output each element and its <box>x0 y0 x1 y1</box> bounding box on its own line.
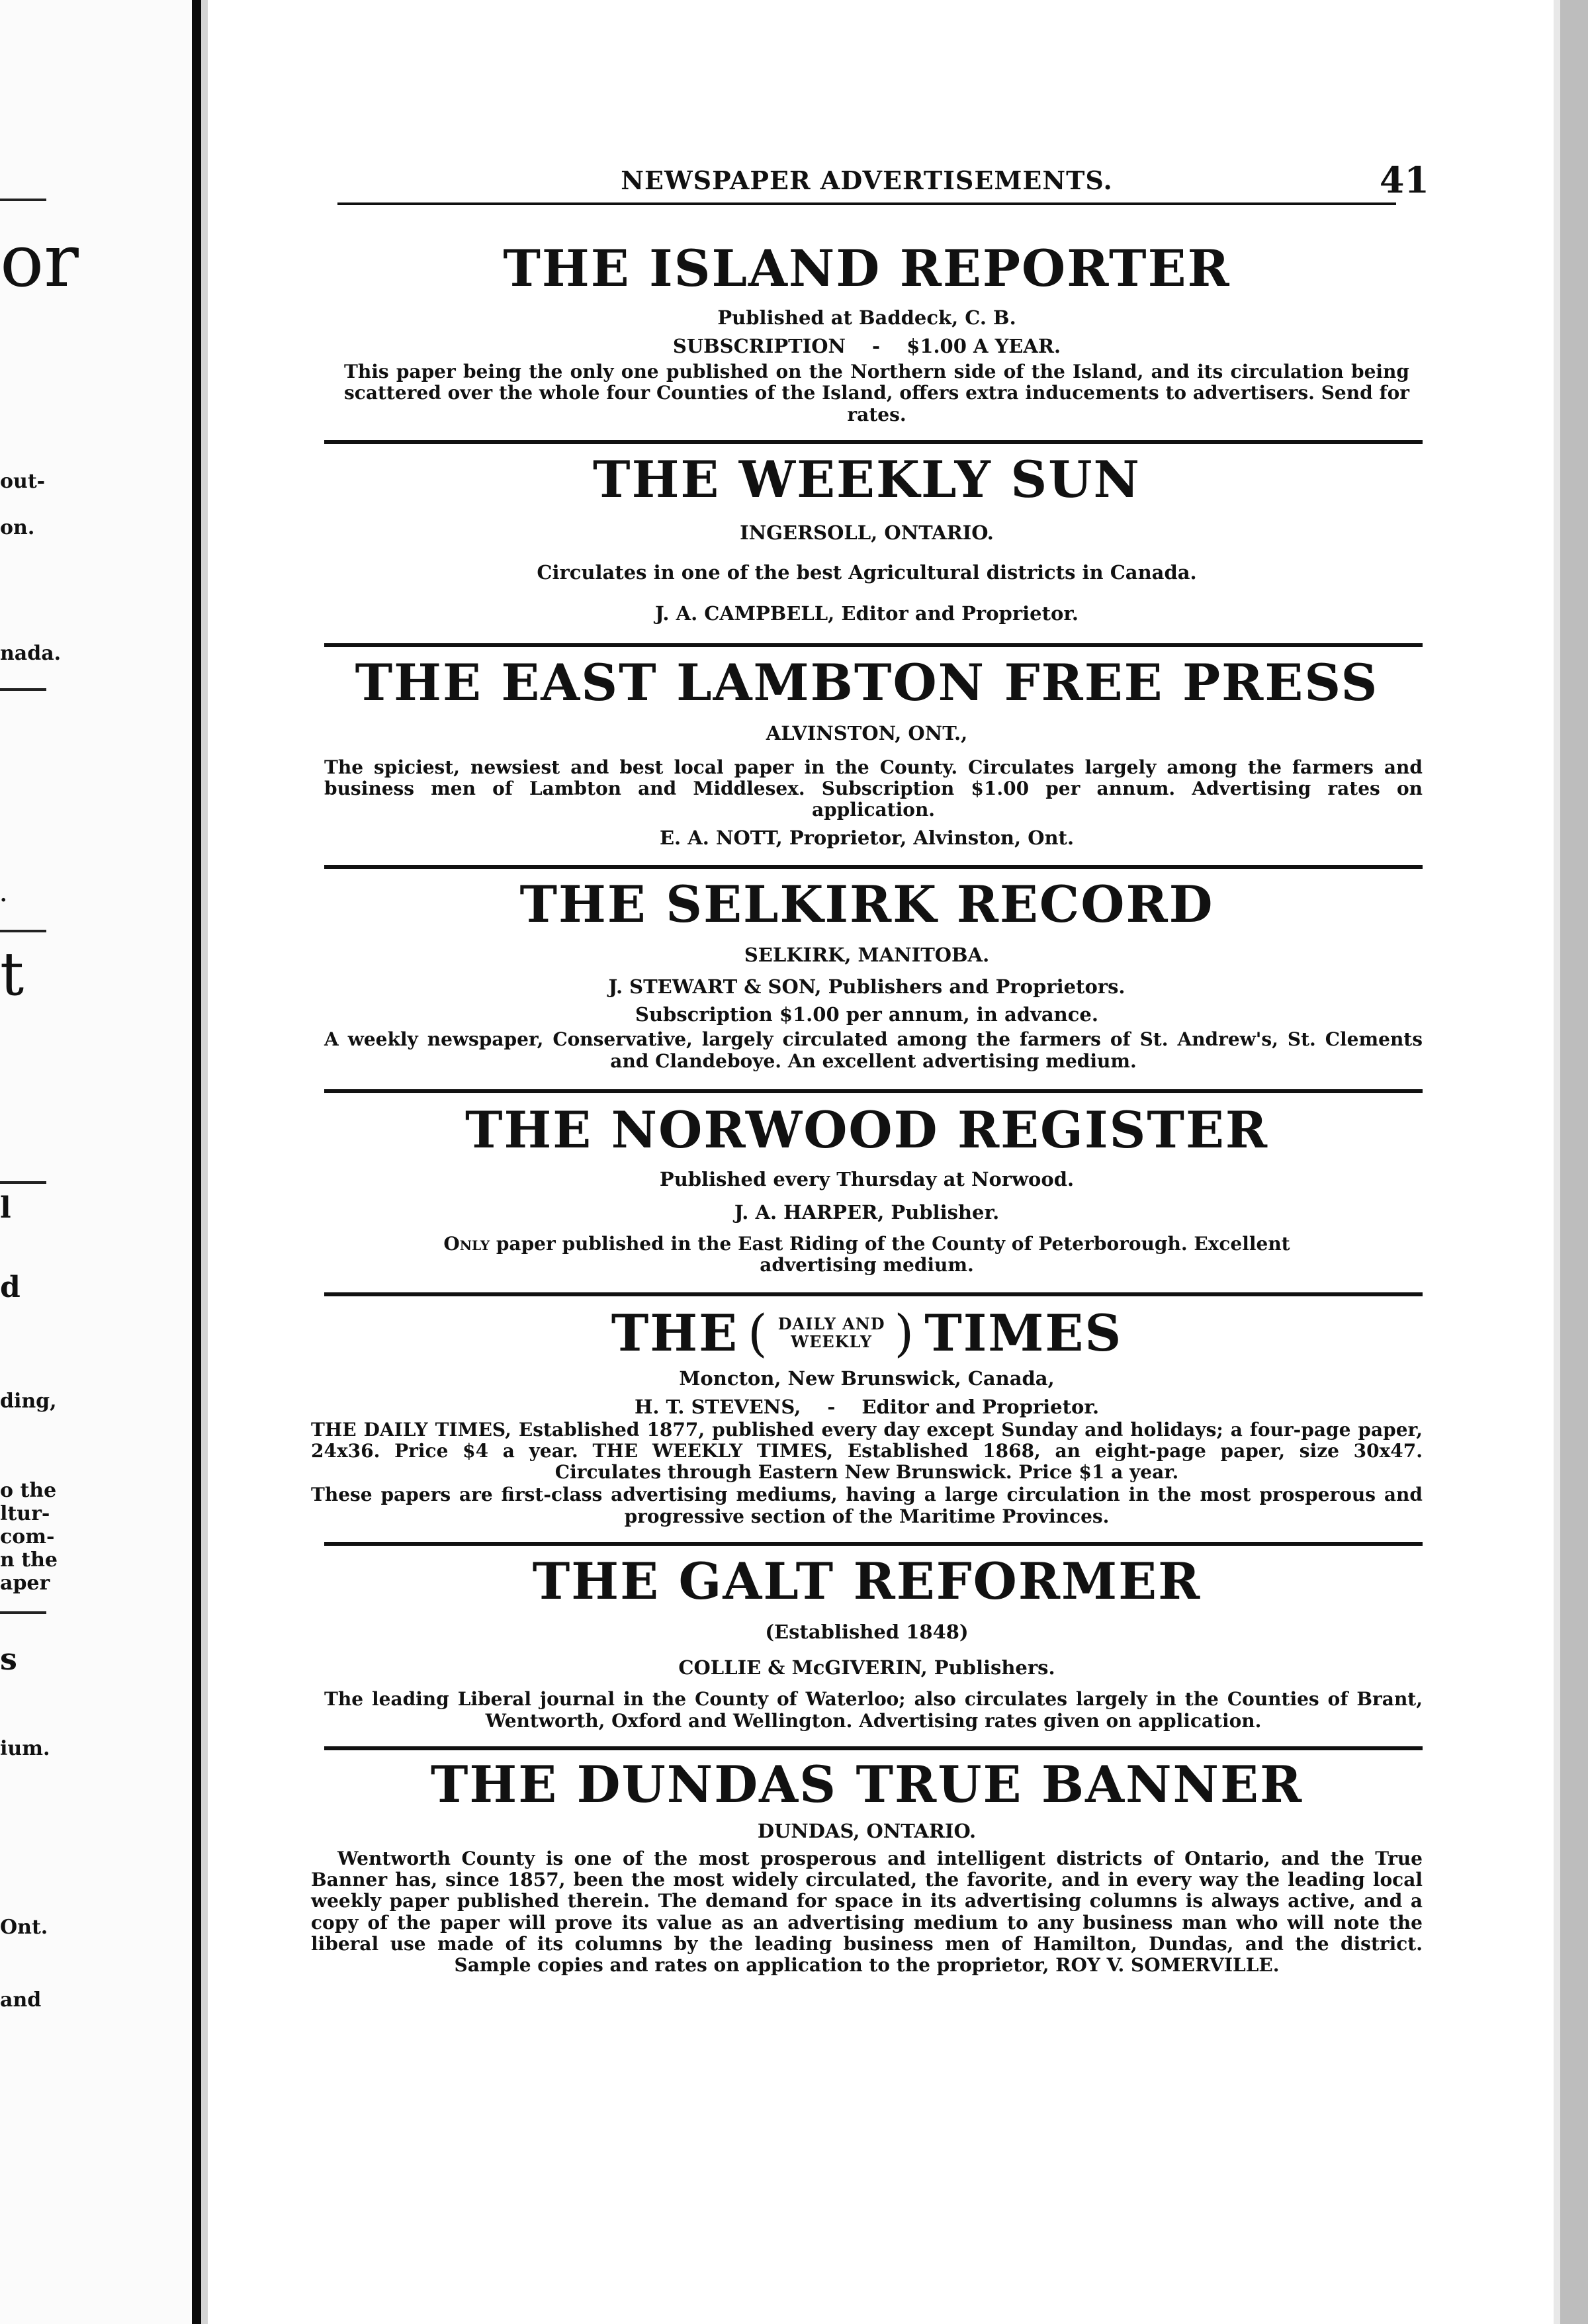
ad-title <box>311 1303 1423 1363</box>
fragment-text: ium. <box>0 1737 50 1760</box>
ad-place: SELKIRK, MANITOBA. <box>744 943 990 966</box>
ad-body: Wentworth County is one of the most prosperous and intelligent districts of Ontario, and the True Banner has, since 1857, been the most widely circulated, the favorite, and in every way the leading local weekly paper published therein. The demand for space in its advertising columns is always active, and a copy of the paper will prove its value as an advertising medium to any business man who will note the liberal use made of its columns by the leading business men of Hamilton, Dundas, and the district. Sample copies and rates on application to the proprietor, ROY V. SOMERVILLE. <box>311 1847 1423 1976</box>
divider <box>0 688 46 691</box>
fragment-text: t <box>0 940 24 1009</box>
fragment-text: com- <box>0 1525 55 1548</box>
ad-title: THE WEEKLY SUN <box>593 449 1141 509</box>
subscription-value: $1.00 A YEAR. <box>906 335 1061 358</box>
only-word: Only <box>443 1233 490 1255</box>
subscription-row <box>311 335 1423 357</box>
ad-moncton-times <box>311 1296 1423 1527</box>
ad-body-text: paper published in the East Riding of the County of Peterborough. Excellent advertising medium. <box>496 1233 1290 1276</box>
ad-body <box>443 1233 1290 1276</box>
edition-daily: DAILY AND <box>777 1314 885 1334</box>
fragment-text: ding, <box>0 1390 57 1413</box>
ad-place: DUNDAS, ONTARIO. <box>757 1819 977 1842</box>
ad-norwood-register <box>311 1093 1423 1276</box>
edition-weekly: WEEKLY <box>791 1331 873 1351</box>
running-title: NEWSPAPER ADVERTISEMENTS. <box>621 165 1113 195</box>
ad-body: THE DAILY TIMES, Established 1877, published every day except Sunday and holidays; a four-page paper, 24x36. Price $4 a year. THE WEEKLY TIMES, Established 1868, an eight-page paper, size 30x47. Circulates through Eastern New Brunswick. Price $1 a year. <box>311 1418 1423 1484</box>
fragment-text: ltur- <box>0 1502 50 1525</box>
editor-dash: - <box>827 1395 836 1418</box>
divider <box>0 930 46 932</box>
ad-east-lambton <box>311 647 1423 850</box>
page-number: 41 <box>1379 159 1429 201</box>
fragment-text: d <box>0 1271 21 1304</box>
ad-body: The spiciest, newsiest and best local paper in the County. Circulates largely among the farmers and business men of Lambton and Middlesex. Subscription $1.00 per annum. Advertising rates on application. <box>324 756 1423 821</box>
ad-place: Moncton, New Brunswick, Canada, <box>679 1366 1055 1390</box>
gutter-shadow <box>201 0 208 2324</box>
ad-place: Published at Baddeck, C. B. <box>717 306 1016 329</box>
fragment-text: s <box>0 1641 17 1677</box>
adjacent-page-edge <box>0 0 192 2324</box>
fragment-text: Ont. <box>0 1916 48 1939</box>
fragment-text: out- <box>0 470 46 493</box>
ad-editor: J. A. CAMPBELL, Editor and Proprietor. <box>654 602 1079 625</box>
subscription-label: SUBSCRIPTION <box>672 335 846 358</box>
ad-body: The leading Liberal journal in the County of Waterloo; also circulates largely in the Counties of Brant, Wentworth, Oxford and Wellington. Advertising rates given on application. <box>324 1688 1423 1732</box>
fragment-text: or <box>0 218 79 303</box>
ad-title: THE DUNDAS TRUE BANNER <box>430 1754 1303 1814</box>
ad-body: A weekly newspaper, Conservative, largely circulated among the farmers of St. Andrew's, St. Clements and Clandeboye. An excellent advertising medium. <box>324 1028 1423 1072</box>
ad-title: THE SELKIRK RECORD <box>519 874 1214 934</box>
ad-subscription: Subscription $1.00 per annum, in advance. <box>635 1003 1098 1026</box>
page-edge <box>1560 0 1588 2324</box>
ad-title: THE NORWOOD REGISTER <box>464 1100 1269 1159</box>
ad-editor: J. A. HARPER, Publisher. <box>734 1201 1000 1224</box>
divider <box>0 1611 46 1614</box>
ad-island-reporter <box>311 205 1423 425</box>
ad-place: ALVINSTON, ONT., <box>766 721 968 744</box>
ad-editor: COLLIE & McGIVERIN, Publishers. <box>678 1656 1055 1679</box>
ad-galt-reformer <box>311 1546 1423 1732</box>
fragment-text: nada. <box>0 642 62 665</box>
ad-editor: E. A. NOTT, Proprietor, Alvinston, Ont. <box>659 827 1075 850</box>
ad-weekly-sun <box>311 444 1423 626</box>
ad-editor: J. STEWART & SON, Publishers and Proprietors. <box>608 975 1125 998</box>
divider <box>0 199 46 201</box>
title-times: TIMES <box>924 1303 1123 1363</box>
ad-dundas-banner <box>311 1750 1423 1976</box>
editor-role: Editor and Proprietor. <box>861 1395 1100 1418</box>
fragment-text: l <box>0 1191 11 1225</box>
ad-body-2: These papers are first-class advertising mediums, having a large circulation in the most prosperous and progressive section of the Maritime Provinces. <box>311 1484 1423 1527</box>
ad-established: (Established 1848) <box>765 1620 969 1643</box>
divider <box>0 1181 46 1184</box>
page-edge-shadow <box>1554 0 1560 2324</box>
ad-body: This paper being the only one published on the Northern side of the Island, and its circulation being scattered over the whole four Counties of the Island, offers extra inducements to advertisers. Send for rates. <box>344 361 1409 425</box>
paren-open: ( <box>748 1303 769 1363</box>
paren-close: ) <box>894 1303 916 1363</box>
edition-stack <box>778 1316 885 1351</box>
fragment-text: and <box>0 1989 42 2012</box>
title-the: THE <box>611 1303 739 1363</box>
ad-title: THE ISLAND REPORTER <box>503 239 1231 298</box>
fragment-text: aper <box>0 1572 50 1595</box>
ad-place: Published every Thursday at Norwood. <box>659 1167 1075 1190</box>
newspaper-page <box>311 159 1429 1976</box>
fragment-text: . <box>0 883 7 907</box>
ad-title: THE EAST LAMBTON FREE PRESS <box>355 652 1379 712</box>
ad-title: THE GALT REFORMER <box>532 1551 1202 1611</box>
book-gutter <box>192 0 201 2324</box>
fragment-text: n the <box>0 1548 58 1572</box>
ad-place: INGERSOLL, ONTARIO. <box>740 521 994 544</box>
ad-body: Circulates in one of the best Agricultural districts in Canada. <box>537 561 1197 584</box>
editor-name: H. T. STEVENS, <box>634 1395 801 1418</box>
fragment-text: on. <box>0 516 35 539</box>
editor-row <box>311 1396 1423 1418</box>
ad-selkirk-record <box>311 869 1423 1072</box>
fragment-text: o the <box>0 1479 57 1502</box>
running-head <box>311 159 1429 201</box>
subscription-dash: - <box>872 335 881 358</box>
